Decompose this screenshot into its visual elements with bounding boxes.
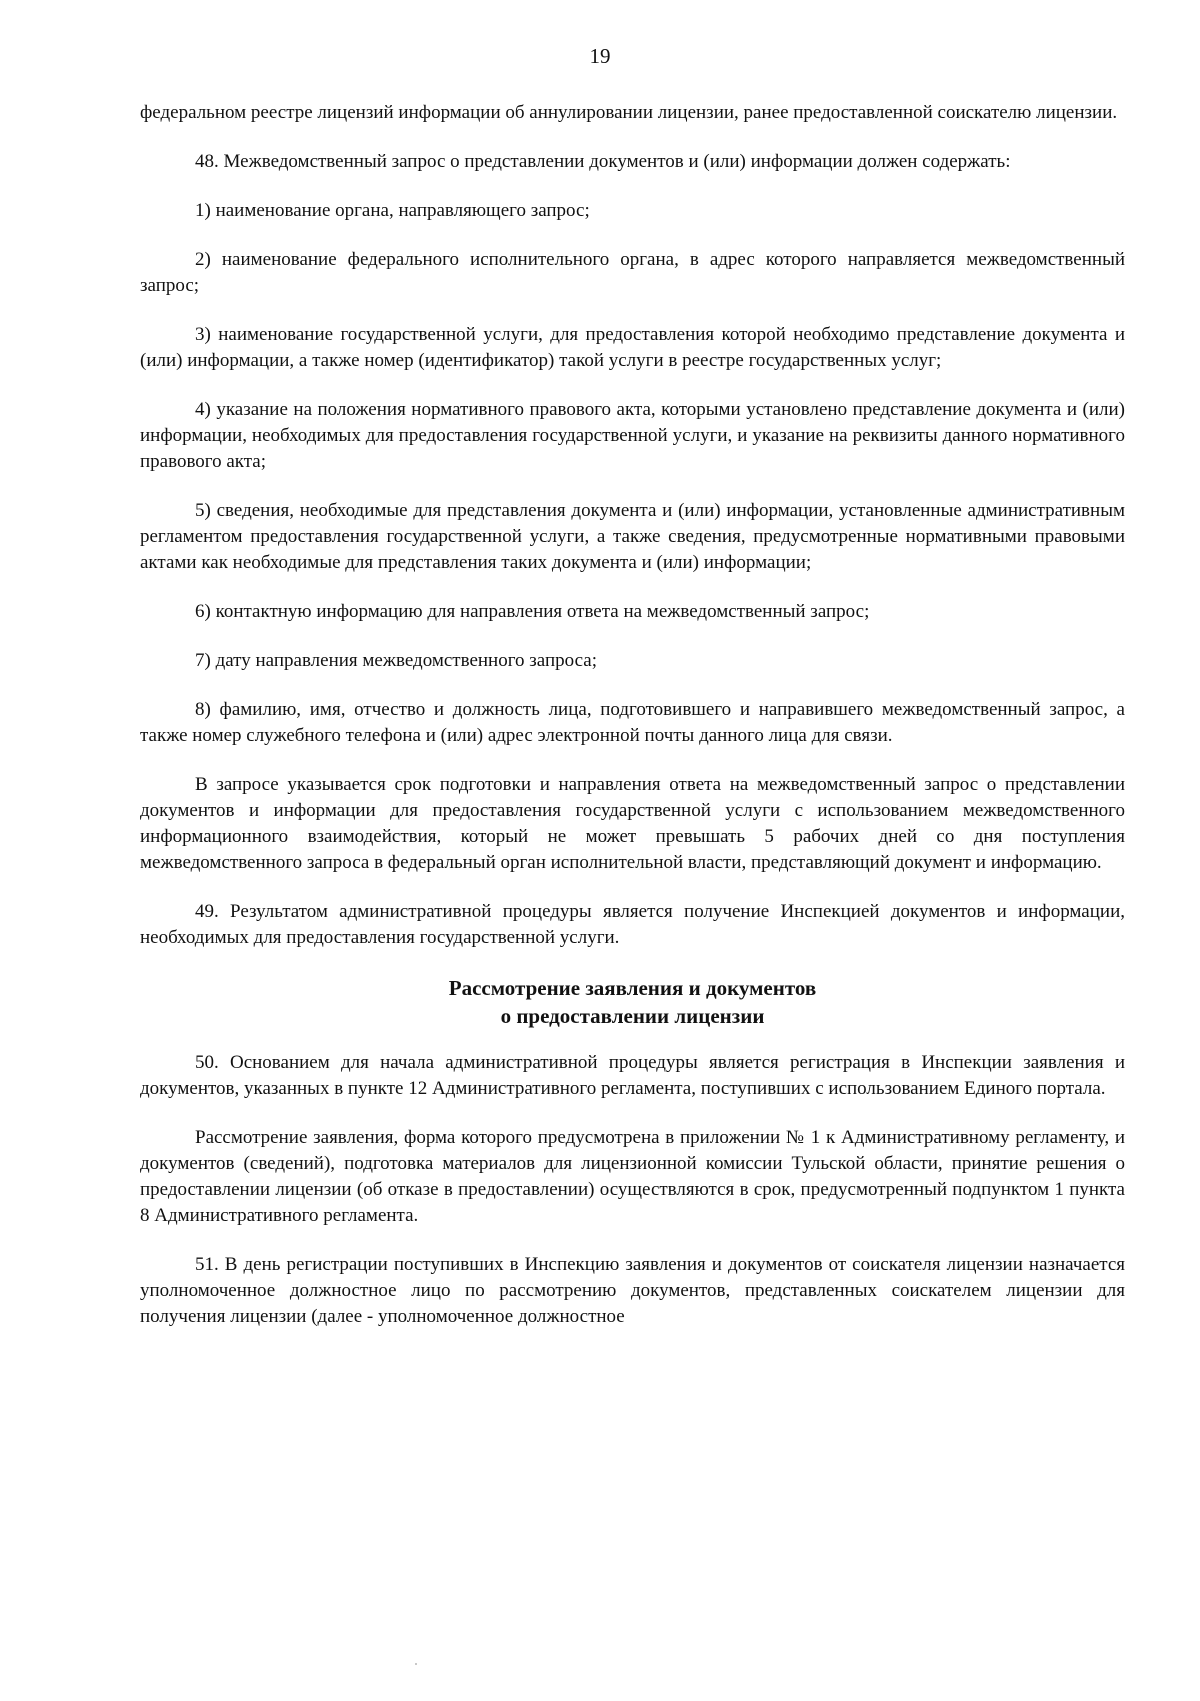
section-heading	[140, 974, 1125, 1030]
paragraph-continuation: федеральном реестре лицензий информации об аннулировании лицензии, ранее предоставленной соискателю лицензии.	[140, 102, 1118, 123]
list-item-8: 8) фамилию, имя, отчество и должность лица, подготовившего и направившего межведомственный запрос, а также номер служебного телефона и (или) адрес электронной почты данного лица для связи.	[140, 699, 1125, 746]
section-heading-line-2: о предоставлении лицензии	[500, 1004, 765, 1028]
paragraph-51: 51. В день регистрации поступивших в Инспекцию заявления и документов от соискателя лицензии назначается уполномоченное должностное лицо по рассмотрению документов, представленных соискателем лицензии для получения лицензии (далее - уполномоченное должностное	[140, 1254, 1125, 1327]
paragraph-49: 49. Результатом административной процедуры является получение Инспекцией документов и информации, необходимых для предоставления государственной услуги.	[140, 901, 1125, 948]
paragraph-50: 50. Основанием для начала административной процедуры является регистрация в Инспекции заявления и документов, указанных в пункте 12 Административного регламента, поступивших с использованием Единого портала.	[140, 1052, 1125, 1099]
page-number: 19	[589, 44, 611, 68]
paragraph-request-deadline: В запросе указывается срок подготовки и направления ответа на межведомственный запрос о представлении документов и информации для предоставления государственной услуги с использованием межведомственного информационного взаимодействия, который не может превышать 5 рабочих дней со дня поступления межведомственного запроса в федеральный орган исполнительной власти, представляющий документ и информацию.	[140, 774, 1125, 873]
list-item-2: 2) наименование федерального исполнительного органа, в адрес которого направляется межведомственный запрос;	[140, 249, 1125, 296]
list-item-1: 1) наименование органа, направляющего запрос;	[195, 200, 590, 221]
document-body	[140, 100, 1125, 1353]
list-item-5: 5) сведения, необходимые для представления документа и (или) информации, установленные административным регламентом предоставления государственной услуги, а также сведения, предусмотренные нормативными правовыми актами как необходимые для представления таких документа и (или) информации;	[140, 500, 1125, 573]
list-item-7: 7) дату направления межведомственного запроса;	[195, 650, 597, 671]
list-item-3: 3) наименование государственной услуги, для предоставления которой необходимо представление документа и (или) информации, а также номер (идентификатор) такой услуги в реестре государственных услуг;	[140, 324, 1125, 371]
list-item-6: 6) контактную информацию для направления ответа на межведомственный запрос;	[195, 601, 870, 622]
paragraph-review: Рассмотрение заявления, форма которого предусмотрена в приложении № 1 к Административному регламенту, и документов (сведений), подготовка материалов для лицензионной комиссии Тульской области, принятие решения о предоставлении лицензии (об отказе в предоставлении) осуществляются в срок, предусмотренный подпунктом 1 пункта 8 Административного регламента.	[140, 1127, 1125, 1226]
section-heading-line-1: Рассмотрение заявления и документов	[448, 976, 817, 1000]
paragraph-48: 48. Межведомственный запрос о представлении документов и (или) информации должен содержать:	[195, 151, 1011, 172]
list-item-4: 4) указание на положения нормативного правового акта, которыми установлено представление документа и (или) информации, необходимых для предоставления государственной услуги, и указание на реквизиты данного нормативного правового акта;	[140, 399, 1125, 472]
scan-speck	[415, 1663, 417, 1665]
